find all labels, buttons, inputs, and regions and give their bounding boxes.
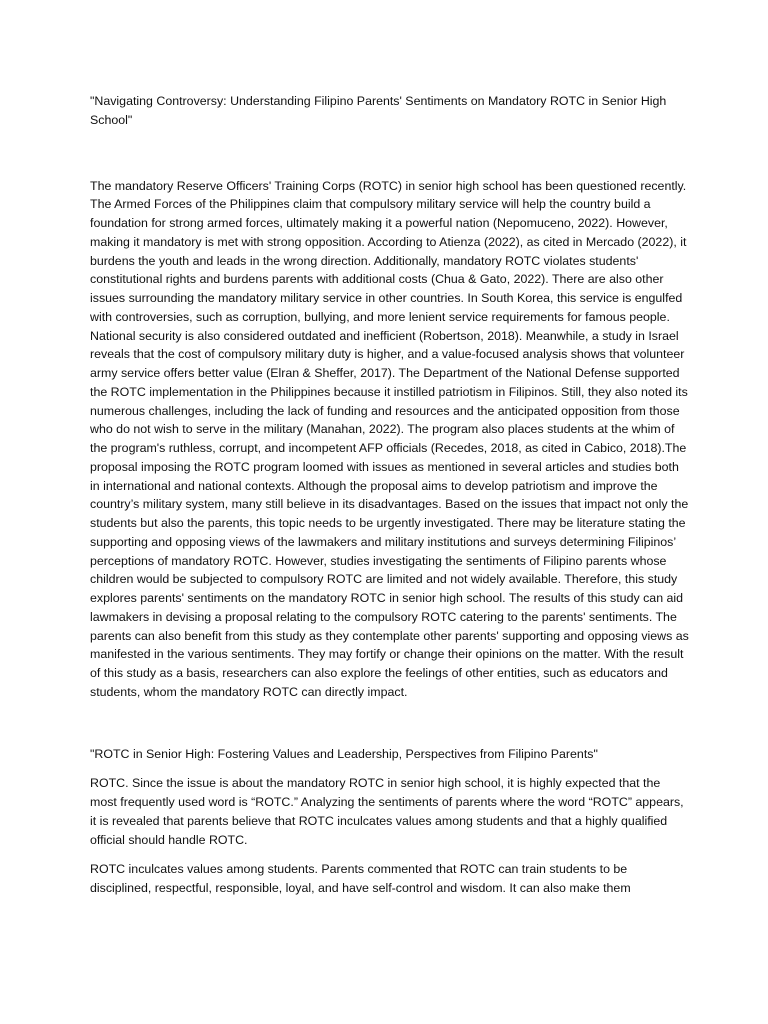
intro-paragraph: The mandatory Reserve Officers' Training Corps (ROTC) in senior high school has been questioned recently. The Armed Forces of the Philippines claim that compulsory military service will help the country build a foundation for strong armed forces, ultimately making it a powerful nation (Nepomuceno, 2022). However, making it mandatory is met with strong opposition. According to Atienza (2022), as cited in Mercado (2022), it burdens the youth and leads in the wrong direction. Additionally, mandatory ROTC violates students' constitutional rights and burdens parents with additional costs (Chua & Gato, 2022). There are also other issues surrounding the mandatory military service in other countries. In South Korea, this service is engulfed with controversies, such as corruption, bullying, and more lenient service requirements for famous people. National security is also considered outdated and inefficient (Robertson, 2018). Meanwhile, a study in Israel reveals that the cost of compulsory military duty is higher, and a value-focused analysis shows that volunteer army service offers better value (Elran & Sheffer, 2017). The Department of the National Defense supported the ROTC implementation in the Philippines because it instilled patriotism in Filipinos. Still, they also noted its numerous challenges, including the lack of funding and resources and the anticipated opposition from those who do not wish to serve in the military (Manahan, 2022). The program also places students at the whim of the program's ruthless, corrupt, and incompetent AFP officials (Recedes, 2018, as cited in Cabico, 2018).The proposal imposing the ROTC program loomed with issues as mentioned in several articles and studies both in international and national contexts. Although the proposal aims to develop patriotism and improve the country’s military system, many still believe in its disadvantages. Based on the issues that impact not only the students but also the parents, this topic needs to be urgently investigated. There may be literature stating the supporting and opposing views of the lawmakers and military institutions and surveys determining Filipinos’ perceptions of mandatory ROTC. However, studies investigating the sentiments of Filipino parents whose children would be subjected to compulsory ROTC are limited and not widely available. Therefore, this study explores parents' sentiments on the mandatory ROTC in senior high school. The results of this study can aid lawmakers in devising a proposal relating to the compulsory ROTC catering to the parents' sentiments. The parents can also benefit from this study as they contemplate other parents' supporting and opposing views as manifested in the various sentiments. They may fortify or change their opinions on the matter. With the result of this study as a basis, researchers can also explore the feelings of other entities, such as educators and students, whom the mandatory ROTC can directly impact. (90, 178, 689, 699)
section-paragraph-2: ROTC inculcates values among students. Parents commented that ROTC can train students to be disciplined, respectful, responsible, loyal, and have self-control and wisdom. It can also make them (90, 862, 631, 895)
section-paragraph-1: ROTC. Since the issue is about the mandatory ROTC in senior high school, it is highly expected that the most frequently used word is “ROTC.” Analyzing the sentiments of parents where the word “ROTC” appears, it is revealed that parents believe that ROTC inculcates values among students and that a highly qualified official should handle ROTC. (90, 776, 684, 847)
document-title: "Navigating Controversy: Understanding Filipino Parents' Sentiments on Mandatory ROTC in Senior High School" (90, 94, 667, 127)
section-title: "ROTC in Senior High: Fostering Values and Leadership, Perspectives from Filipino Parents" (90, 746, 598, 761)
document-page (90, 92, 690, 909)
